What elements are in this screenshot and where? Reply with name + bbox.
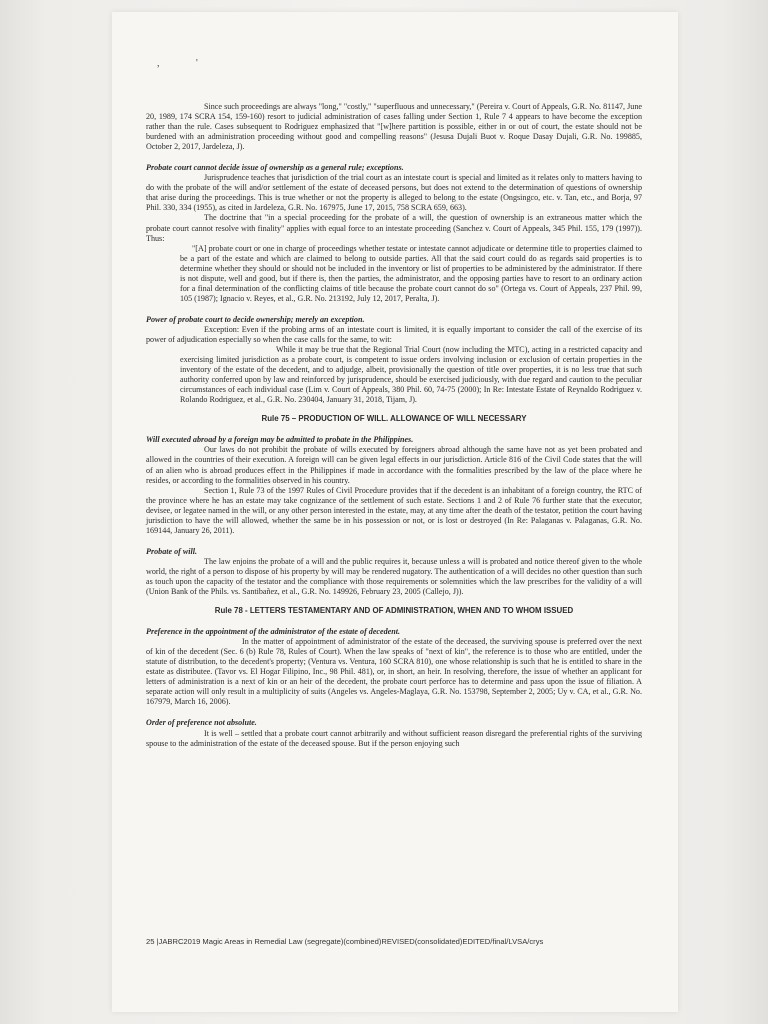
section-heading-order: Order of preference not absolute.: [146, 718, 257, 728]
page-mark-left: ,: [157, 58, 160, 69]
paragraph-exception: Exception: Even if the probing arms of an intestate court is limited, it is equally important to consider the call of the exercise of its power of adjudication especially so when the case calls for the same, to wit:: [146, 324, 642, 344]
intro-paragraph: Since such proceedings are always "long," "costly," "superfluous and unnecessary," (Pereira v. Court of Appeals, G.R. No. 81147, June 20, 1989, 174 SCRA 154, 159-160) resort to judicial administration of cases falling under Section 1, Rule 7 4 appears to have become the exception rather than the rule. Cases subsequent to Rodriguez emphasized that "[w]here partition is possible, either in or out of court, the estate should not be burdened with an administration proceeding without good and compelling reasons" (Jesusa Dujali Buot v. Roque Dasay Dujali, G.R. No. 199885, October 2, 2017, Jardeleza, J).: [146, 102, 642, 152]
paragraph-section-1-rule-73: Section 1, Rule 73 of the 1997 Rules of Civil Procedure provides that if the decedent is an inhabitant of a foreign country, the RTC of the province where he has an estate may take cognizance of the settlement of such estate. Sections 1 and 2 of Rule 76 further state that the executor, devisee, or legatee named in the will, or any other person interested in the estate, may, at any time after the death of the testator, petition the court having jurisdiction to have the will allowed, whether the same be in his possession or not, or is lost or destroyed (In Re: Palaganas v. Palaganas, G.R. No. 169144, January 26, 2011).: [146, 485, 642, 535]
page-footer: 25 |JABRC2019 Magic Areas in Remedial Law (segregate)(combined)REVISED(consolidated)EDITED/final/LVSA/crys: [146, 937, 544, 946]
rule-75-title: Rule 75 – PRODUCTION OF WILL. ALLOWANCE OF WILL NECESSARY: [261, 414, 527, 424]
paragraph-doctrine: The doctrine that "in a special proceeding for the probate of a will, the question of ownership is an extraneous matter which the probate court cannot resolve with finality" applies with equal force to an intestate proceeding (Sanchez v. Court of Appeals, 345 Phil. 155, 179 (1997)). Thus:: [146, 213, 642, 243]
paragraph-preference: In the matter of appointment of administrator of the estate of the deceased, the surviving spouse is preferred over the next of kin of the decedent (Sec. 6 (b) Rule 78, Rules of Court). When the law speaks of "next of kin", the reference is to those who are entitled, under the statute of distribution, to the decedent's property; (Ventura vs. Ventura, 160 SCRA 810), one whose relationship is such that he is entitled to share in the estate as distributee. (Tavor vs. El Hogar Filipino, Inc., 98 Phil. 481), or, in short, an heir. In resolving, therefore, the issue of whether an applicant for letters of administration is a next of kin or an heir of the decedent, the probate court perforce has to determine and pass upon the issue of filiation. A separate action will only result in a multiplicity of suits (Angeles vs. Angeles-Maglaya, G.R. No. 153798, September 2, 2005; Uy v. CA, et al., G.R. No. 167979, March 16, 2006).: [146, 637, 642, 707]
quote-lim: While it may be true that the Regional Trial Court (now including the MTC), acting in a restricted capacity and exercising limited jurisdiction as a probate court, is competent to issue orders involving inclusion or exclusion of certain properties in the inventory of the estate of the decedent, and to adjudge, albeit, provisionally the question of title over properties, it is no less true that such authority conferred upon by law and reinforced by jurisprudence, should be exercised judiciously, with due regard and caution to the peculiar circumstances of each individual case (Lim v. Court of Appeals, 380 Phil. 60, 74-75 (2000); In Re: Intestate Estate of Reynaldo Rodriguez v. Rolando Rodriguez, et al., G.R. No. 230404, January 31, 2018, Tijam, J).: [180, 345, 642, 405]
quote-ortega: "[A] probate court or one in charge of proceedings whether testate or intestate cannot adjudicate or determine title to properties claimed to be a part of the estate and which are claimed to belong to outside parties. All that the said court could do as regards said properties is to determine whether they should or should not be included in the inventory or list of properties to be administered by the administrator. If there is not dispute, well and good, but if there is, then the parties, the administrator, and the opposing parties have to resort to an ordinary action for a final determination of the conflicting claims of title because the probate court cannot do so" (Ortega vs. Court of Appeals, 237 Phil. 99, 105 (1987); Ignacio v. Reyes, et al., G.R. No. 213192, July 12, 2017, Peralta, J).: [180, 243, 642, 303]
section-heading-power: Power of probate court to decide ownership; merely an exception.: [146, 314, 365, 324]
document-body: [146, 102, 642, 749]
rule-78-title: Rule 78 - LETTERS TESTAMENTARY AND OF ADMINISTRATION, WHEN AND TO WHOM ISSUED: [214, 606, 574, 616]
paragraph-order: It is well – settled that a probate court cannot arbitrarily and without sufficient reason disregard the preferential rights of the surviving spouse to the administration of the estate of the deceased spouse. But if the person enjoying such: [146, 728, 642, 748]
page-mark-right: ': [196, 58, 198, 69]
section-heading-preference: Preference in the appointment of the administrator of the estate of decedent.: [146, 627, 401, 637]
paragraph-foreign-wills: Our laws do not prohibit the probate of wills executed by foreigners abroad although the same have not as yet been probated and allowed in the countries of their execution. A foreign will can be given legal effects in our jurisdiction. Article 816 of the Civil Code states that the will of an alien who is abroad produces effect in the Philippines if made in accordance with the formalities prescribed by the law of the place where he resides, or according to the formalities observed in his country.: [146, 445, 642, 485]
section-heading-ownership: Probate court cannot decide issue of ownership as a general rule; exceptions.: [146, 163, 404, 173]
paragraph-jurisprudence: Jurisprudence teaches that jurisdiction of the trial court as an intestate court is special and limited as it relates only to matters having to do with the probate of the will and/or settlement of the estate of deceased persons, but does not extend to the determination of questions of ownership that arise during the proceedings. This is true whether or not the property is alleged to belong to the estate (Ongsingco, etc. v. Tan, etc., and Borja, 97 Phil. 330, 334 (1955), as cited in Jardeleza, G.R. No. 167975, June 17, 2015, 758 SCRA 659, 663).: [146, 173, 642, 213]
section-heading-foreign-will: Will executed abroad by a foreign may be admitted to probate in the Philippines.: [146, 435, 414, 445]
section-heading-probate: Probate of will.: [146, 546, 198, 556]
paragraph-probate: The law enjoins the probate of a will and the public requires it, because unless a will is probated and notice thereof given to the whole world, the right of a person to dispose of his property by will may be rendered nugatory. The authentication of a will decides no other question than such as touch upon the capacity of the testator and the compliance with those requirements or solemnities which the law prescribes for the validity of a will (Union Bank of the Phils. vs. Santibañez, et al., G.R. No. 149926, February 23, 2005 (Callejo, J)).: [146, 556, 642, 597]
